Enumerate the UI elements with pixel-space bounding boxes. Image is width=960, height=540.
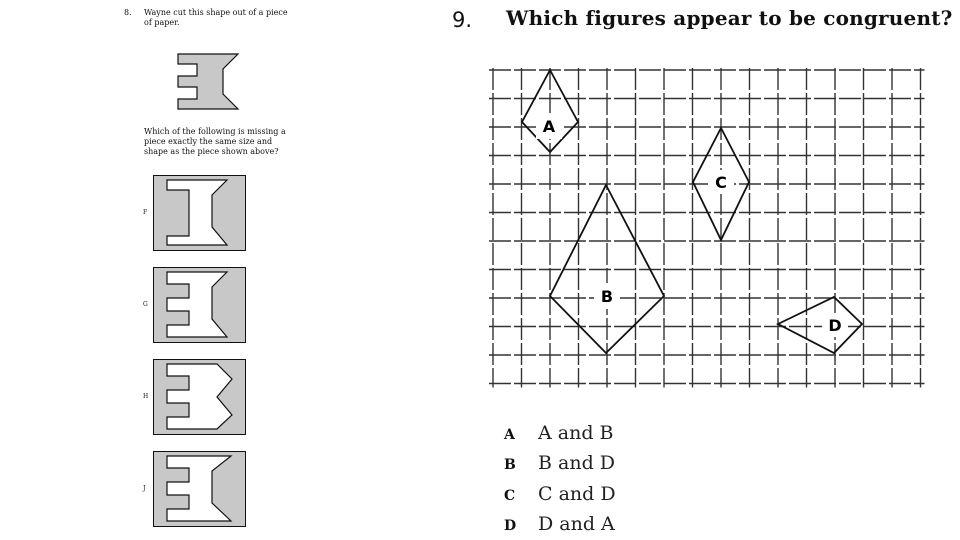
figure-d	[778, 297, 862, 353]
question-8-stem: Wayne cut this shape out of a piece of paper.	[144, 8, 288, 27]
figure-a-label: A	[542, 117, 556, 136]
answer-choice-d[interactable]	[504, 513, 615, 539]
question-8-prompt: Which of the following is missing a piece exactly the same size and shape as the piece shown above?	[144, 127, 286, 156]
answer-letter: A	[504, 427, 515, 443]
question-9-number: 9.	[452, 8, 473, 32]
figure-d-label: D	[828, 316, 842, 335]
answer-choice-a[interactable]	[504, 422, 614, 448]
option-f-piece[interactable]	[153, 175, 247, 251]
answer-text: C and D	[538, 483, 616, 505]
cut-out-shape	[178, 54, 246, 112]
option-h-letter: H	[143, 393, 149, 400]
answer-choice-c[interactable]	[504, 483, 616, 509]
figure-b-label: B	[600, 287, 614, 306]
option-h-piece[interactable]	[153, 359, 247, 435]
question-8-number: 8.	[124, 8, 132, 17]
option-g-piece[interactable]	[153, 267, 247, 343]
answer-choice-b[interactable]	[504, 452, 615, 478]
option-j-letter: J	[143, 485, 146, 492]
answer-text: D and A	[538, 513, 615, 535]
option-g-letter: G	[143, 301, 148, 308]
answer-text: A and B	[538, 422, 614, 444]
question-9-prompt: Which figures appear to be congruent?	[506, 6, 953, 30]
option-f-letter: F	[143, 209, 148, 216]
answer-letter: B	[504, 457, 516, 473]
figure-c-label: C	[715, 173, 727, 192]
answer-letter: C	[504, 488, 516, 504]
option-j-piece[interactable]	[153, 451, 247, 527]
coordinate-grid	[488, 66, 928, 388]
answer-text: B and D	[538, 452, 616, 474]
answer-letter: D	[504, 518, 517, 534]
